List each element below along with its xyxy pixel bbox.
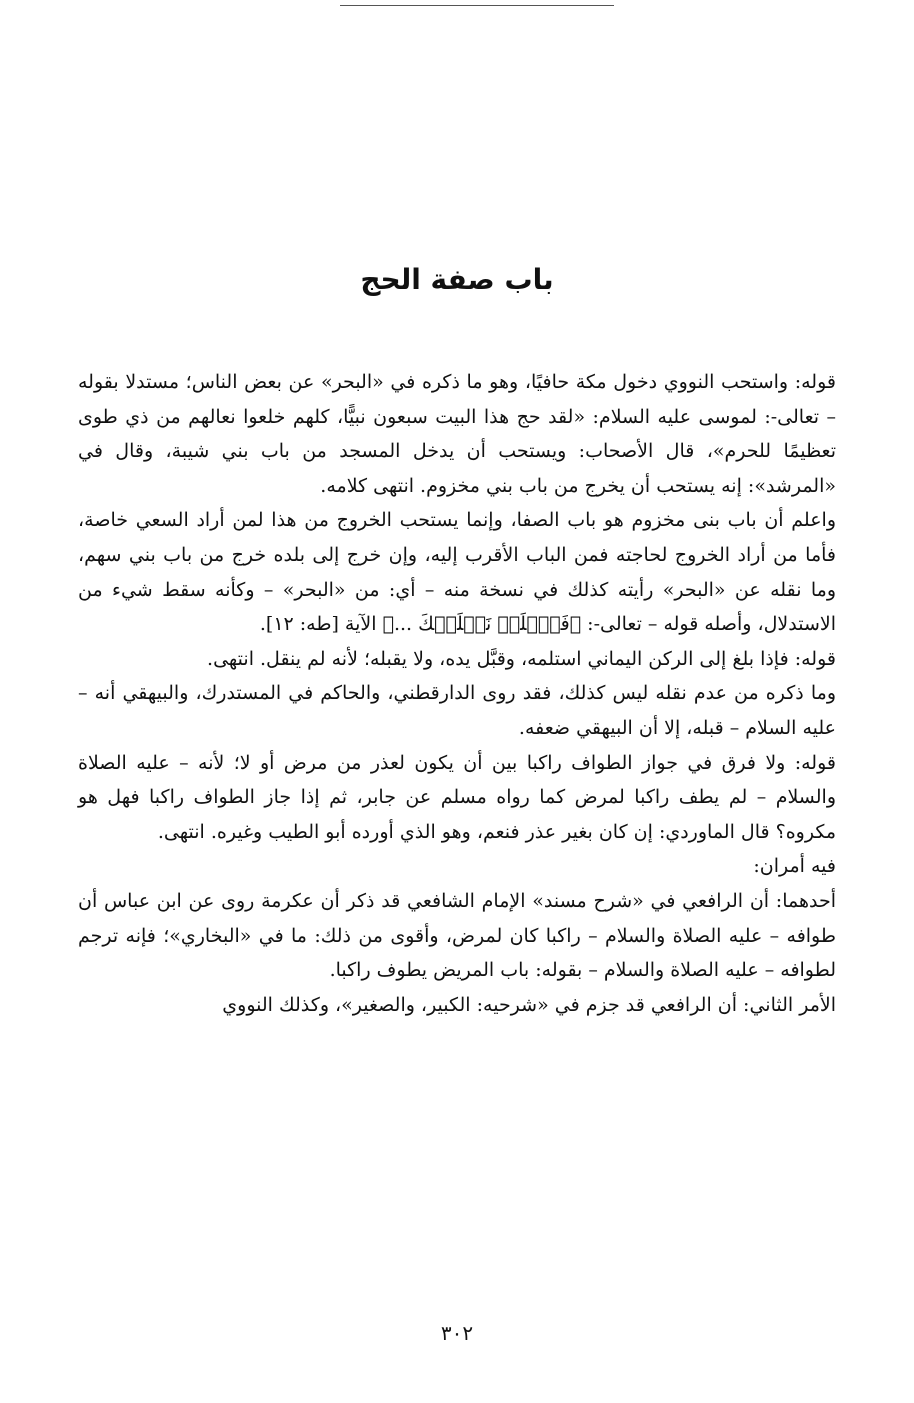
page-number: ٣٠٢ <box>440 1321 474 1345</box>
body-text <box>78 365 836 1022</box>
paragraph-1: قوله: واستحب النووي دخول مكة حافيًا، وهو ما ذكره في «البحر» عن بعض الناس؛ مستدلا بقوله – تعالى-: لموسى عليه السلام: «لقد حج هذا البيت سبعون نبيًّا، كلهم خلعوا نعالهم من ذي طوى تعظيمًا للحرم»، قال الأصحاب: ويستحب أن يدخل المسجد من باب بني شيبة، وقال في «المرشد»: إنه يستحب أن يخرج من باب بني مخزوم. انتهى كلامه. <box>78 371 836 497</box>
top-rule <box>340 5 614 6</box>
paragraph-7: أحدهما: أن الرافعي في «شرح مسند» الإمام الشافعي قد ذكر أن عكرمة روى عن ابن عباس أن طوافه – عليه الصلاة والسلام – راكبا كان لمرض، وأقوى من ذلك: ما في «البخاري»؛ فإنه ترجم لطوافه – عليه الصلاة والسلام – بقوله: باب المريض يطوف راكبا. <box>78 889 836 982</box>
paragraph-6: فيه أمران: <box>753 855 836 878</box>
paragraph-5: قوله: ولا فرق في جواز الطواف راكبا بين أن يكون لعذر من مرض أو لا؛ لأنه – عليه الصلاة والسلام – لم يطف راكبا لمرض كما رواه مسلم عن جابر، ثم إذا جاز الطواف راكبا فهل هو مكروه؟ قال الماوردي: إن كان بغير عذر فنعم، وهو الذي أورده أبو الطيب وغيره. انتهى. <box>78 751 836 843</box>
paragraph-4: وما ذكره من عدم نقله ليس كذلك، فقد روى الدارقطني، والحاكم في المستدرك، والبيهقي أنه – عليه السلام – قبله، إلا أن البيهقي ضعفه. <box>78 682 836 739</box>
paragraph-3: قوله: فإذا بلغ إلى الركن اليماني استلمه، وقبَّل يده، ولا يقبله؛ لأنه لم ينقل. انتهى. <box>207 647 836 670</box>
page-title: باب صفة الحج <box>360 263 554 296</box>
paragraph-2: واعلم أن باب بنى مخزوم هو باب الصفا، وإنما يستحب الخروج من هذا لمن أراد السعي خاصة، فأما من أراد الخروج لحاجته فمن الباب الأقرب إليه، وإن خرج إلى بلده خرج من باب بني سهم، وما نقله عن «البحر» رأيته كذلك في نسخة منه – أي: من «البحر» – وكأنه سقط شيء من الاستدلال، وأصله قوله – تعالى-: ﴿فَٱخۡلَعۡ نَعۡلَيۡكَ ...﴾ الآية [طه: ١٢]. <box>78 509 836 636</box>
paragraph-8: الأمر الثاني: أن الرافعي قد جزم في «شرحيه: الكبير، والصغير»، وكذلك النووي <box>222 993 836 1016</box>
